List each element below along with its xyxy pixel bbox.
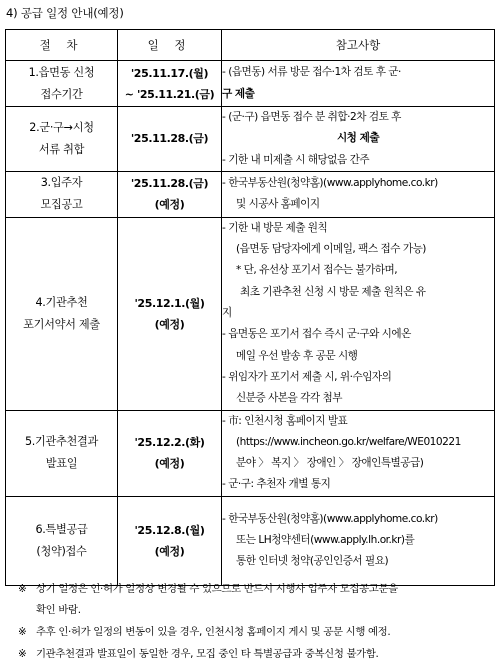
header-step: 절 차 <box>6 30 118 61</box>
step-line: 포기서약서 제출 <box>23 317 100 331</box>
date-line: '25.11.17.(월) <box>130 66 209 80</box>
reference-mark: ※ <box>18 648 27 660</box>
header-schedule: 일 정 <box>118 30 222 61</box>
date-line: '25.11.28.(금) <box>130 132 209 146</box>
step-cell <box>6 61 118 107</box>
note-line: (https://www.incheon.go.kr/welfare/WE010221 <box>236 435 461 448</box>
note-line: 메일 우선 발송 후 공문 시행 <box>236 349 358 362</box>
table-row <box>6 410 495 496</box>
step-line: 접수기간 <box>40 87 83 101</box>
step-cell <box>6 171 118 217</box>
section-title: 4) 공급 일정 안내(예정) <box>6 6 124 20</box>
header-notes: 참고사항 <box>222 30 495 61</box>
step-cell <box>6 410 118 496</box>
date-cell <box>118 410 222 496</box>
notes-cell <box>222 171 495 217</box>
note-line: - (군·구) 읍면동 접수 분 취합·2차 검토 후 <box>222 111 401 123</box>
note-line: - 市: 인천시청 홈페이지 발표 <box>222 414 348 427</box>
date-line: '25.12.1.(월) <box>134 296 205 310</box>
note-line: - 기한 내 방문 제출 원칙 <box>222 221 328 234</box>
step-line: 서류 취합 <box>38 142 85 156</box>
note-line: 지 <box>222 307 232 320</box>
note-line: - 위임자가 포기서 제출 시, 위·수임자의 <box>222 370 392 383</box>
date-line: (예정) <box>154 317 185 331</box>
note-line: - 군·구: 추천자 개별 통지 <box>222 478 331 491</box>
step-line: 3.입주자 <box>40 176 83 190</box>
note-line: (읍면동 담당자에게 이메일, 팩스 접수 가능) <box>236 243 426 256</box>
step-cell <box>6 217 118 410</box>
table-row <box>6 171 495 217</box>
date-cell <box>118 217 222 410</box>
footnote <box>18 622 488 643</box>
step-line: 5.기관추천결과 <box>24 435 99 449</box>
reference-mark: ※ <box>18 583 27 595</box>
date-line: '25.11.28.(금) <box>130 177 209 191</box>
step-line: (청약)접수 <box>36 544 87 558</box>
note-line: 또는 LH청약센터(www.apply.lh.or.kr)를 <box>236 534 415 547</box>
footnote-line: 상기 일정은 인·허가 일정상 변경될 수 있으므로 반드시 시행사 입주자 모집공고문을 <box>36 583 398 595</box>
note-line: 통한 인터넷 청약(공인인증서 필요) <box>236 555 389 568</box>
note-line: * 단, 유선상 포기서 접수는 불가하며, <box>236 264 398 277</box>
date-line: ~ '25.11.21.(금) <box>124 87 215 101</box>
step-line: 1.읍면동 신청 <box>28 65 95 79</box>
date-cell <box>118 61 222 107</box>
note-line: 최초 기관추천 신청 시 방문 제출 원칙은 유 <box>240 285 426 298</box>
footnote-line: 기관추천결과 발표일이 동일한 경우, 모집 중인 타 특별공급과 중복신청 불가함. <box>36 648 379 660</box>
date-cell <box>118 107 222 172</box>
step-cell <box>6 107 118 172</box>
step-line: 모집공고 <box>40 198 83 212</box>
date-cell <box>118 171 222 217</box>
table-row <box>6 217 495 410</box>
step-line: 2.군·구→시청 <box>29 120 94 134</box>
notes-cell <box>222 107 495 172</box>
note-line: 및 시공사 홈페이지 <box>236 198 320 211</box>
reference-mark: ※ <box>18 626 27 638</box>
table-row <box>6 107 495 172</box>
footnote-line: 추후 인·허가 일정의 변동이 있을 경우, 인천시청 홈페이지 게시 및 공문 시행 예정. <box>36 626 391 638</box>
note-line: 분야 〉 복지 〉 장애인 〉 장애인특별공급) <box>236 457 424 470</box>
date-line: '25.12.2.(화) <box>134 436 205 450</box>
notes-cell <box>222 496 495 585</box>
step-cell <box>6 496 118 585</box>
note-line: - 한국부동산원(청약홈)(www.applyhome.co.kr) <box>222 512 438 525</box>
note-line: - 기한 내 미제출 시 해당없음 간주 <box>222 153 370 166</box>
footnotes <box>18 579 488 665</box>
notes-cell <box>222 410 495 496</box>
notes-cell <box>222 61 495 107</box>
table-row <box>6 496 495 585</box>
footnote <box>18 644 488 665</box>
date-line: '25.12.8.(월) <box>134 523 205 537</box>
date-cell <box>118 496 222 585</box>
note-line: 신분증 사본을 각각 첨부 <box>236 392 342 405</box>
date-line: (예정) <box>154 544 185 558</box>
note-line: - 읍면동은 포기서 접수 즉시 군·구와 시에온 <box>222 328 411 341</box>
table-header-row <box>6 30 495 61</box>
date-line: (예정) <box>154 457 185 471</box>
step-line: 6.특별공급 <box>35 522 88 536</box>
footnote <box>18 579 488 621</box>
notes-cell <box>222 217 495 410</box>
note-line: - 한국부동산원(청약홈)(www.applyhome.co.kr) <box>222 177 438 190</box>
supply-schedule-table <box>5 29 495 586</box>
note-line: - (읍면동) 서류 방문 접수·1차 검토 후 군· <box>222 66 401 79</box>
step-line: 발표일 <box>45 457 78 471</box>
note-line: 시청 제출 <box>336 132 380 145</box>
table-row <box>6 61 495 107</box>
date-line: (예정) <box>154 198 185 212</box>
step-line: 4.기관추천 <box>35 295 88 309</box>
note-line: 구 제출 <box>222 87 255 100</box>
footnote-line: 확인 바람. <box>36 604 81 616</box>
